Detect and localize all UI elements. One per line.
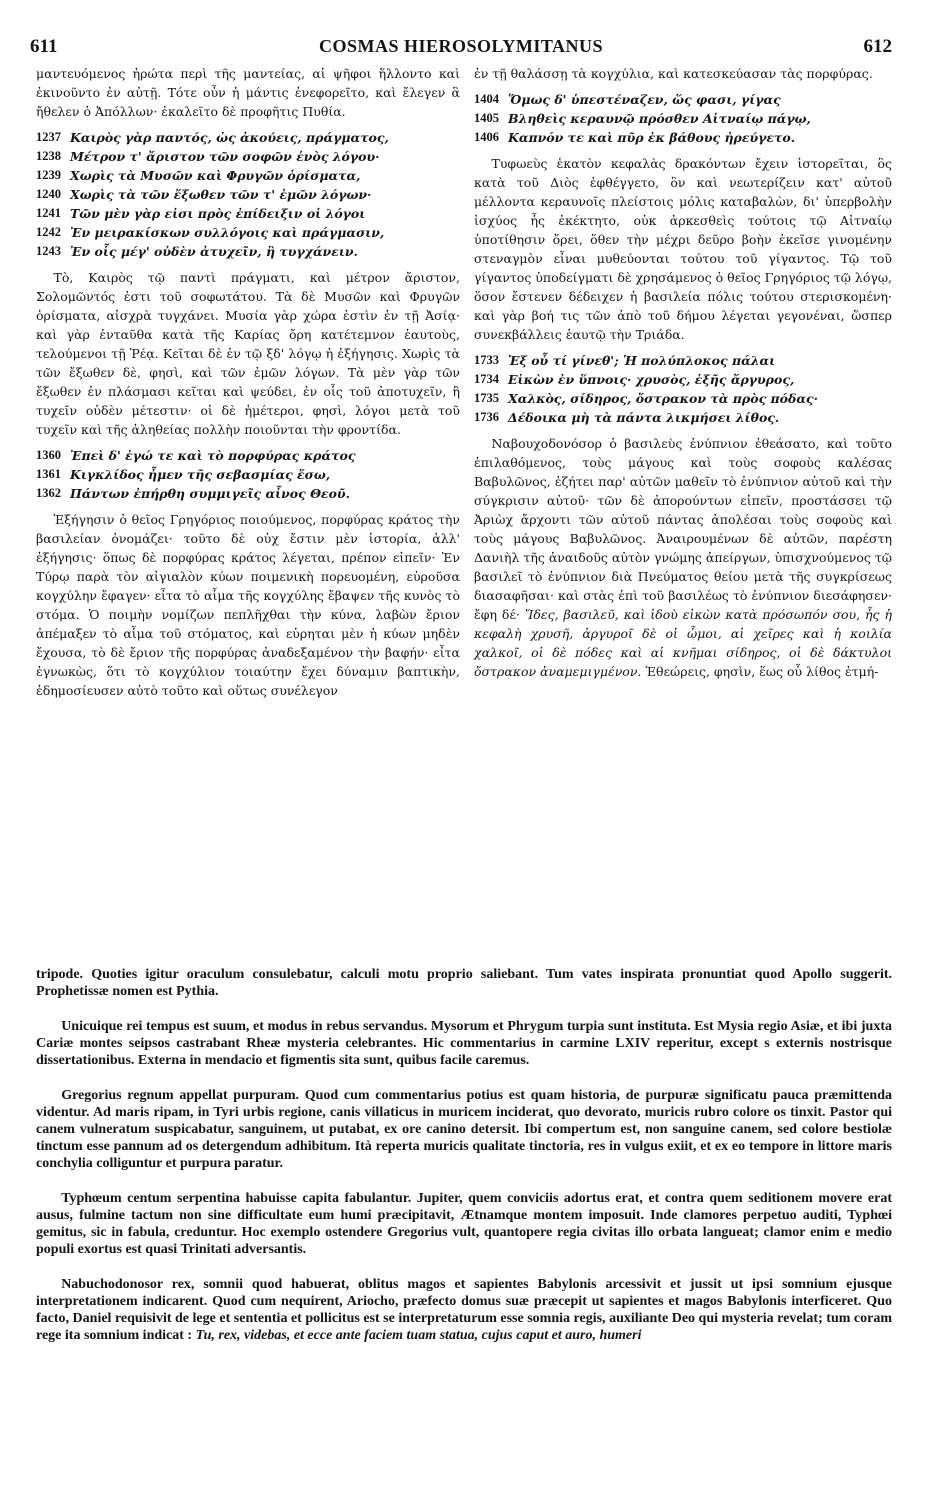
verse-line bbox=[474, 408, 892, 427]
verse-text: Ἐξ οὗ τί γίνεθ'; Ἡ πολύπλοκος πάλαι bbox=[508, 353, 776, 368]
verse-line bbox=[474, 389, 892, 408]
verse-number: 1405 bbox=[474, 111, 499, 125]
verse-number: 1406 bbox=[474, 130, 499, 144]
verse-line bbox=[474, 90, 892, 109]
verse-block bbox=[474, 90, 892, 147]
greek-column-right bbox=[474, 64, 892, 688]
verse-text: Πάντων ἐπήρθη συμμιγεῖς αἶνος Θεοῦ. bbox=[70, 486, 350, 501]
verse-text: Χαλκὸς, σίδηρος, ὄστρακον τὰ πρὸς πόδας· bbox=[508, 391, 818, 406]
verse-text: Χωρὶς τὰ τῶν ἔξωθεν τῶν τ' ἐμῶν λόγων· bbox=[70, 187, 372, 202]
verse-number: 1237 bbox=[36, 130, 61, 144]
verse-number: 1241 bbox=[36, 206, 61, 220]
latin-translation bbox=[36, 966, 892, 1362]
verse-text: Ἐν μειρακίσκων συλλόγοις καὶ πράγμασιν, bbox=[70, 225, 385, 240]
verse-text: Μέτρον τ' ἄριστον τῶν σοφῶν ἑνὸς λόγου· bbox=[70, 149, 380, 164]
verse-number: 1735 bbox=[474, 391, 499, 405]
verse-number: 1733 bbox=[474, 353, 499, 367]
verse-number: 1734 bbox=[474, 372, 499, 386]
latin-paragraph bbox=[36, 1276, 892, 1344]
verse-number: 1238 bbox=[36, 149, 61, 163]
latin-paragraph: Gregorius regnum appellat purpuram. Quod cum commentarius potius est quam historia, de purpuræ significatu pauca præmittenda videntur. Ad maris ripam, in Tyri urbis regione, canis villaticus in muricem inciderat, quo devorato, muricis rubro colore os tinxit. Pastor qui canem vulneratum suspicabatur, sanguinem, ut putabat, ex ore canino detersit. Ibi compertum est, non sanguine canem, sed colore bestiolæ tinctum esse pannum ad os detergendum adhibitum. Ità reperta muricis qualitate tinctoria, res in vulgus exiit, et ex eo tempore in littore maris conchylia colliguntur et purpura paratur. bbox=[36, 1088, 892, 1171]
verse-line bbox=[36, 484, 460, 503]
latin-paragraph: tripode. Quoties igitur oraculum consulebatur, calculi motu proprio saliebant. Tum vates inspirata pronuntiat quod Apollo suggerit. Prophetissæ nomen est Pythia. bbox=[36, 967, 892, 999]
verse-line bbox=[36, 185, 460, 204]
greek-paragraph: ἐν τῇ θαλάσσῃ τὰ κογχύλια, καὶ κατεσκεύασαν τὰς πορφύρας. bbox=[474, 66, 873, 81]
verse-number: 1239 bbox=[36, 168, 61, 182]
greek-paragraph: Τὸ, Καιρὸς τῷ παντὶ πράγματι, καὶ μέτρον ἄριστον, Σολομῶντός ἐστι τοῦ σοφωτάτου. Τὰ δὲ Μυσῶν καὶ Φρυγῶν ὁρίσματα, αἰσχρὰ τυγχάνει. Μυσία γὰρ χώρα ἐστὶν ἐν τῇ Ἀσίᾳ· καὶ γὰρ ἐνταῦθα κατὰ τῆς Καρίας ὄρη κατέτεμνον ἑαυτοὺς, τελούμενοι τῇ Ῥέᾳ. Κεῖται δὲ ἐν τῷ ξδ' λόγῳ ἡ ἐξήγησις. Χωρὶς τὰ τῶν ἔξωθεν δὲ, φησὶ, καὶ τῶν ἐμῶν λόγων. Τὰ μὲν γὰρ τῶν ἔξωθεν ἐν πλάσμασι κεῖται καὶ ψεύδει, ἐν οἷς τοῦ ἀποτυχεῖν, ἢ τυχεῖν οὐδὲν μέτεστιν· οἱ δὲ ἡμέτεροι, φησὶ, λόγοι μετὰ τοῦ τυχεῖν καὶ τῆς ἀληθείας πολλὴν ποιοῦνται τὴν φροντίδα. bbox=[36, 270, 460, 437]
page-header bbox=[30, 36, 892, 62]
greek-paragraph: Ἐξήγησιν ὁ θεῖος Γρηγόριος ποιούμενος, πορφύρας κράτος τὴν βασιλείαν ὀνομάζει· τοῦτο δὲ οὐχ ἔστιν μὲν ἱστορία, ἀλλ' ἐξήγησις· ὅπως δὲ πορφύρας κράτος λέγεται, πρέπον εἰπεῖν· Ἐν Τύρῳ παρὰ τὸν αἰγιαλὸν κύων ποιμενικὴ πορευομένη, εὑροῦσα κογχύλην ἔφαγεν· εἶτα τὸ αἷμα τῆς κογχύλης ἔβαψεν τῆς κυνὸς τὸ στόμα. Ὁ ποιμὴν νομίζων πεπλῆχθαι τὴν κύνα, λαβὼν ἔριον ἀπέμαξεν τὸ αἷμα τοῦ στόματος, καὶ εὑρηται μὲν ἡ κύων μηδὲν ἔχουσα, τὸ δὲ ἔριον τῆς πορφύρας ἀναδεξαμένον τὴν βαφήν· εἶτα ἐγνωκὼς, ὅτι τὸ κογχύλιον τοιαύτην ἔχει δύναμιν βαπτικὴν, ἐδημοσίευσεν αὐτὸ τοῦτο καὶ οὕτως συνέλεγον bbox=[36, 512, 460, 698]
verse-number: 1242 bbox=[36, 225, 61, 239]
verse-text: Ἐν οἷς μέγ' οὐδὲν ἀτυχεῖν, ἢ τυγχάνειν. bbox=[70, 244, 358, 259]
greek-paragraph: Τυφωεὺς ἑκατὸν κεφαλὰς δρακόντων ἔχειν ἱστορεῖται, ὃς κατὰ τοῦ Διὸς ἐφθέγγετο, ὃν καὶ νεωτερίζειν κατ' αὐτοῦ μέλλοντα κεραυνοῖς πλείστοις μόλις καταβαλὼν, δι' ὑπερβολὴν ἰσχύος ἧς ἐκέκτητο, οὐκ ἀρκεσθεὶς τούτοις τῷ Αἰτναίῳ ὑποτίθησιν ὄρει, ὅθεν τὴν μέχρι δεῦρο βοὴν ἐκεῖσε γινομένην στεναγμὸν εἶναι μυθεύονται τούτου τοῦ γίγαντος. Τῷ τοῦ γίγαντος ὑποδείγματι δὲ χρησάμενος ὁ θεῖος Γρηγόριος τῷ λόγῳ, ὅσον ἔστενεν δέδειχεν ἡ βασιλεία πόλις τούτου στερισκομένη· καὶ γὰρ βοή τις τῶν ἀπὸ τοῦ δήμου λέγεται γεγονέναι, ὥσπερ συνεκβάλλεις ἑαυτῷ τὴν Τριάδα. bbox=[474, 156, 892, 342]
verse-text: Χωρὶς τὰ Μυσῶν καὶ Φρυγῶν ὁρίσματα, bbox=[70, 168, 361, 183]
verse-text: Τῶν μὲν γὰρ εἰσι πρὸς ἐπίδειξιν οἱ λόγοι bbox=[70, 206, 366, 221]
verse-number: 1404 bbox=[474, 92, 499, 106]
verse-block bbox=[36, 446, 460, 503]
verse-text: Εἰκὼν ἐν ὕπνοις· χρυσὸς, ἑξῆς ἄργυρος, bbox=[508, 372, 795, 387]
verse-text: Βληθεὶς κεραυνῷ πρόσθεν Αἰτναίῳ πάγῳ, bbox=[508, 111, 811, 126]
verse-line bbox=[36, 166, 460, 185]
verse-line bbox=[36, 446, 460, 465]
verse-block bbox=[474, 351, 892, 427]
verse-number: 1243 bbox=[36, 244, 61, 258]
latin-text: Nabuchodonosor rex, somnii quod habuerat, oblitus magos et sapientes Babylonis arcessivit et jussit ut ipsi somnium ejusque interpretationem indicarent. Quod cum nequirent, Ariocho, præfecto domus suæ præcepit ut sapientes et magos Babylonis interficeret. Quo facto, Daniel requisivit de lege et sententia et pollicitus est se interpretaturum esse somnia regis, auxiliante Deo qui mysteria revelat; tum coram rege ita somnium indicat : bbox=[36, 1277, 892, 1343]
verse-text: Καιρὸς γὰρ παντός, ὡς ἀκούεις, πράγματος, bbox=[70, 130, 389, 145]
verse-line bbox=[474, 370, 892, 389]
verse-line bbox=[36, 204, 460, 223]
running-title: COSMAS HIEROSOLYMITANUS bbox=[318, 36, 604, 56]
verse-number: 1360 bbox=[36, 448, 61, 462]
verse-line bbox=[36, 223, 460, 242]
verse-text: Καπνόν τε καὶ πῦρ ἐκ βάθους ἠρεύγετο. bbox=[508, 130, 796, 145]
verse-number: 1240 bbox=[36, 187, 61, 201]
greek-column-left bbox=[36, 64, 460, 707]
verse-text: Κιγκλίδος ἦμεν τῆς σεβασμίας ἔσω, bbox=[70, 467, 331, 482]
verse-line bbox=[474, 128, 892, 147]
verse-number: 1361 bbox=[36, 467, 61, 481]
verse-line bbox=[36, 242, 460, 261]
page-number-left: 611 bbox=[30, 36, 58, 57]
verse-text: Δέδοικα μὴ τὰ πάντα λικμήσει λίθος. bbox=[508, 410, 780, 425]
verse-line bbox=[36, 465, 460, 484]
verse-line bbox=[36, 147, 460, 166]
verse-number: 1736 bbox=[474, 410, 499, 424]
latin-paragraph: Unicuique rei tempus est suum, et modus in rebus servandus. Mysorum et Phrygum turpia sunt instituta. Est Mysia regio Asiæ, et ibi juxta Cariæ montes seipsos castrabant Rheæ mysteria celebrantes. Hic commentarius in carmine LXIV reperitur, except s externis nostrisque dissertationibus. Externa in mendacio et figmentis sita sunt, quibus facile caremus. bbox=[36, 1019, 892, 1068]
verse-line bbox=[474, 351, 892, 370]
verse-line bbox=[474, 109, 892, 128]
greek-text: Ἐθεώρεις, φησὶν, ἕως οὗ λίθος ἐτμή- bbox=[645, 664, 879, 679]
verse-line bbox=[36, 128, 460, 147]
greek-paragraph: μαντευόμενος ἠρώτα περὶ τῆς μαντείας, αἱ ψῆφοι ἥλλοντο καὶ ἐκινοῦντο ἐν αὐτῇ. Τότε οὖν ἡ μάντις ἐνεφορεῖτο, καὶ ἔλεγεν ἃ ἤθελεν ὁ Ἀπόλλων· ἐκαλεῖτο δὲ προφῆτις Πυθία. bbox=[36, 66, 460, 119]
greek-text: Ναβουχοδονόσορ ὁ βασιλεὺς ἐνύπνιον ἐθεάσατο, καὶ τοῦτο ἐπιλαθόμενος, τοὺς μάγους καὶ τοὺς σοφοὺς καλέσας Βαβυλῶνος, ἐζήτει παρ' αὐτῶν μαθεῖν τὸ ἐνύπνιον αὐτοῦ καὶ τὴν σύγκρισιν αὐτοῦ· τῶν δὲ ἀπορούντων εἰπεῖν, προστάσσει τῷ Ἀριὼχ ἄρχοντι τῶν αὐτοῦ πάντας ἀπολέσαι τοὺς σοφοὺς καὶ τοὺς μάγους Βαβυλῶνος. Ἀναιρουμένων δὲ αὐτῶν, παρέστη Δανιὴλ τῆς ἀναιδοῦς αὐτὸν γνώμης ἀπείργων, ὑπισχνούμενος τῷ βασιλεῖ τὸ ἐνύπνιον διὰ Πνεύματος θείου μετὰ τῆς συγκρίσεως διασαφῆσαι· καὶ στὰς ἐπὶ τοῦ βασιλέως τὸ ἐνύπνιον διεσάφησεν· ἔφη δέ· bbox=[474, 436, 892, 622]
greek-quotation: Ἴδες, βασιλεῦ, καὶ ἰδοὺ εἰκὼν κατὰ πρόσωπόν σου, ἧς ἡ κεφαλὴ χρυσῆ, ἀργυροῖ δὲ οἱ ὦμοι, αἱ χεῖρες καὶ ἡ κοιλία χαλκοῖ, οἱ δὲ πόδες καὶ αἱ κνῆμαι σίδηρος, οἱ δὲ δάκτυλοι ὄστρακον ἀναμεμιγμένον. bbox=[474, 607, 892, 679]
verse-text: Ὅμως δ' ὑπεστέναζεν, ὥς φασι, γίγας bbox=[508, 92, 781, 107]
verse-number: 1362 bbox=[36, 486, 61, 500]
verse-block bbox=[36, 128, 460, 261]
greek-paragraph bbox=[474, 434, 892, 681]
page-number-right: 612 bbox=[863, 36, 892, 57]
verse-text: Ἐπεὶ δ' ἐγώ τε καὶ τὸ πορφύρας κράτος bbox=[70, 448, 356, 463]
latin-quotation: Tu, rex, videbas, et ecce ante faciem tuam statua, cujus caput et auro, humeri bbox=[195, 1328, 642, 1343]
latin-paragraph: Typhœum centum serpentina habuisse capita fabulantur. Jupiter, quem conviciis adortus erat, et contra quem seditionem movere erat ausus, fulmine tactum non sine difficultate eum humi præcipitavit, Ætnamque montem imposuit. Inde clamores perpetuo auditi, Typhœi gemitus, sic in fabula, creduntur. Hoc exemplo ostendere Gregorius vult, quantopere regia civitas illo orbata langueat; clamor enim e medio populi exortus est quasi Trinitati adversantis. bbox=[36, 1191, 892, 1257]
